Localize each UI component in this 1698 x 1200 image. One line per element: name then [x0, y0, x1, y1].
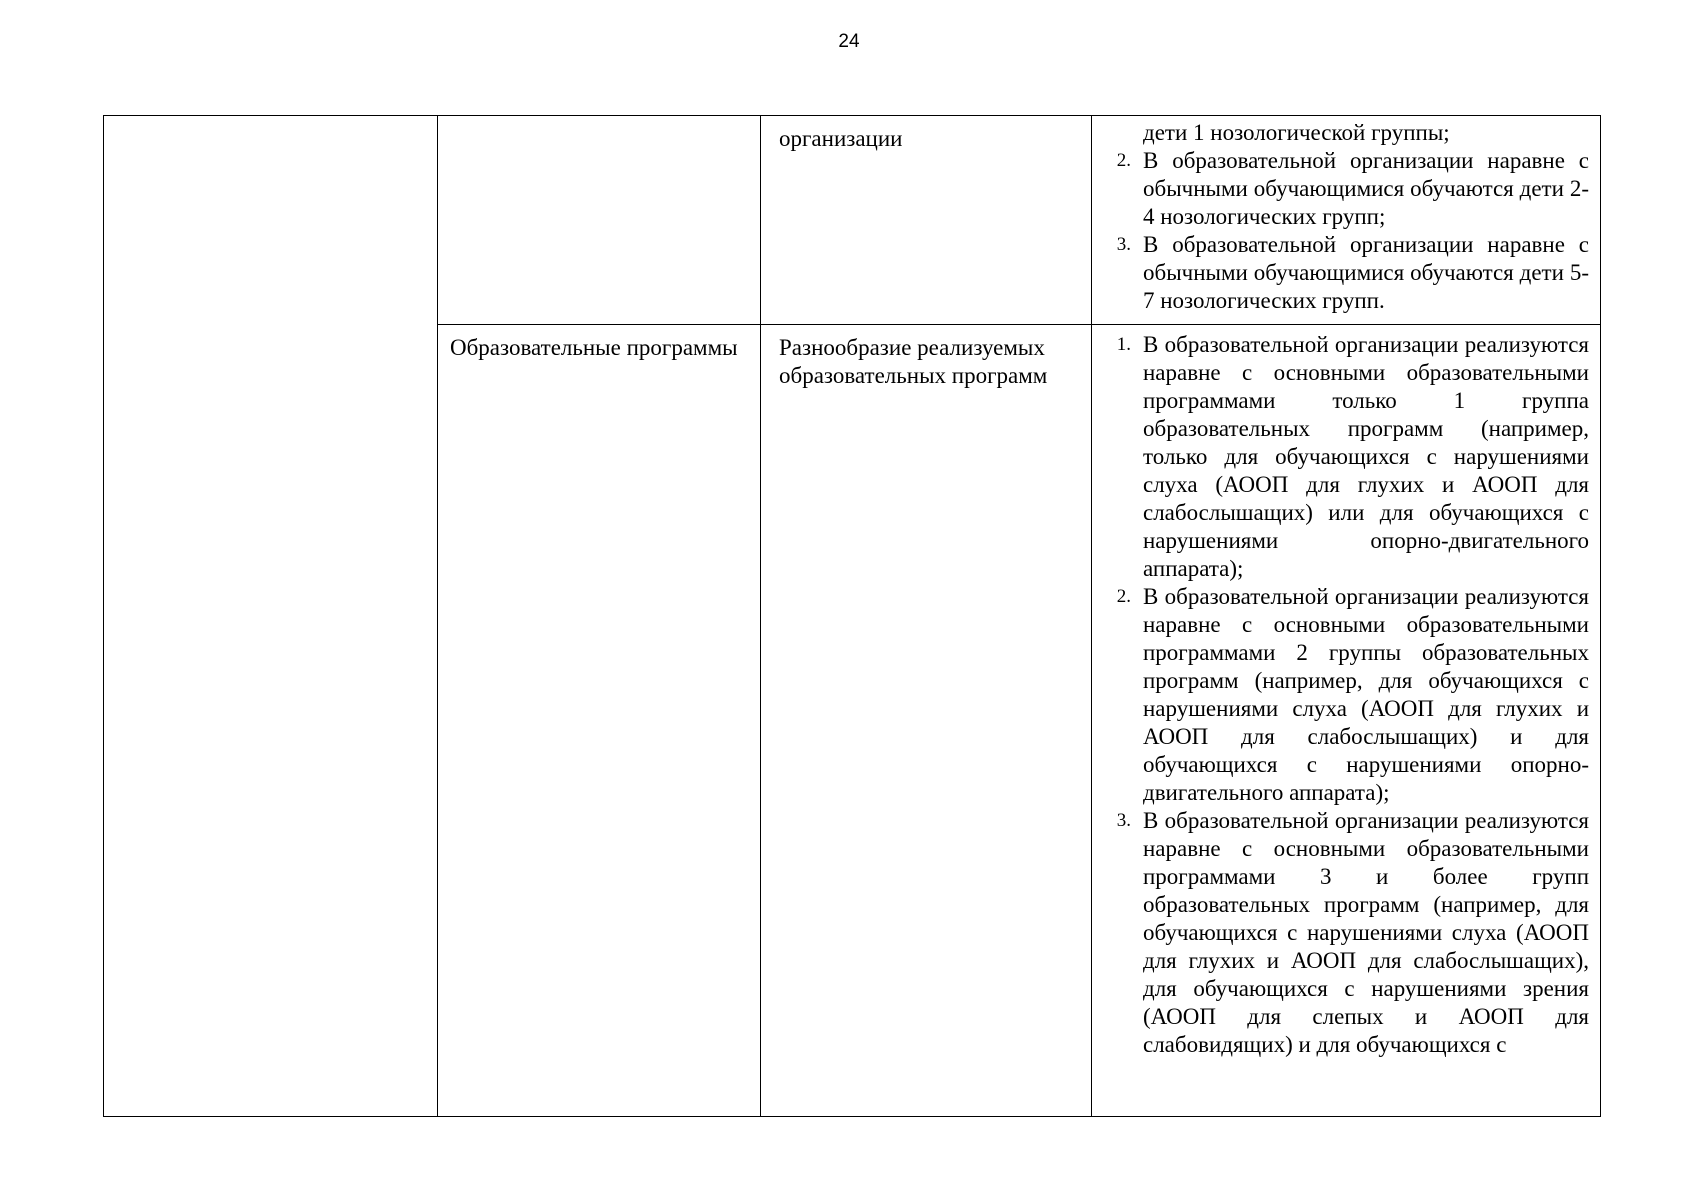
list-item-number: 1.: [1116, 334, 1131, 355]
table-cell: [1092, 116, 1601, 325]
list-item: [1092, 583, 1589, 807]
page-number: 24: [838, 31, 860, 52]
parameter-text: [438, 116, 760, 125]
table-cell: [438, 325, 761, 1117]
parameter-text: Образовательные программы: [450, 335, 738, 360]
list-item-text: В образовательной организации реализуются наравне с основными образовательными программами 2 группы образовательных программ (например, для обучающихся с нарушениями слуха (АООП для глухих и АООП для слабослышащих) и для обучающихся с нарушениями опорно-двигательного аппарата);: [1143, 584, 1589, 805]
list-item: [1092, 147, 1589, 231]
criteria-table: [103, 115, 1601, 1117]
table-cell: [438, 116, 761, 325]
list-item: [1092, 119, 1589, 147]
list-item: [1092, 231, 1589, 315]
list-item: [1092, 807, 1589, 1059]
list-item: [1092, 331, 1589, 583]
list-item-number: 2.: [1116, 150, 1131, 171]
list-item-text: В образовательной организации реализуются наравне с основными образовательными программами только 1 группа образовательных программ (например, только для обучающихся с нарушениями слуха (АООП для глухих и АООП для слабослышащих) или для обучающихся с нарушениями опорно-двигательного аппарата);: [1143, 332, 1589, 581]
category-text: [104, 116, 437, 125]
list-item-text: В образовательной организации наравне с обычными обучающимися обучаются дети 5-7 нозологических групп.: [1143, 232, 1589, 313]
list-item-text: В образовательной организации реализуются наравне с основными образовательными программами 3 и более групп образовательных программ (например, для обучающихся с нарушениями слуха (АООП для глухих и АООП для слабослышащих), для обучающихся с нарушениями зрения (АООП для слепых и АООП для слабовидящих) и для обучающихся с: [1143, 808, 1589, 1057]
table-row: [104, 116, 1601, 325]
list-item-text: дети 1 нозологической группы;: [1143, 120, 1450, 145]
list-item-number: 3.: [1116, 810, 1131, 831]
indicator-text: Разнообразие реализуемых образовательных программ: [779, 335, 1048, 388]
table-cell: [1092, 325, 1601, 1117]
list-item-number: 3.: [1116, 234, 1131, 255]
list-item-number: 2.: [1116, 586, 1131, 607]
indicator-text: организации: [779, 126, 903, 151]
table-cell: [761, 116, 1092, 325]
list-item-text: В образовательной организации наравне с обычными обучающимися обучаются дети 2-4 нозологических групп;: [1143, 148, 1589, 229]
table-cell: [104, 116, 438, 1117]
criteria-list: [1092, 325, 1600, 1065]
table-cell: [761, 325, 1092, 1117]
criteria-list: [1092, 116, 1600, 321]
